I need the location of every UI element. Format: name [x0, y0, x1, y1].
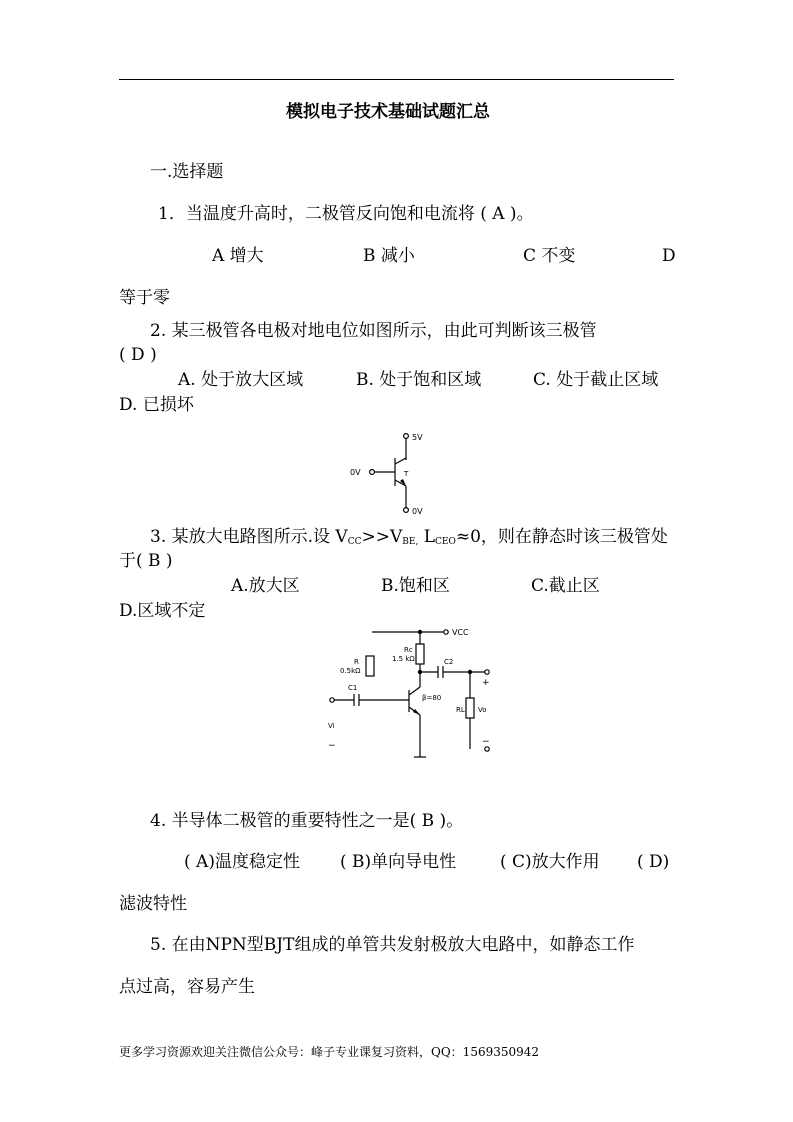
- question-4-option-a: ( A)温度稳定性: [184, 852, 300, 872]
- question-5-line1: 5. 在由NPN型BJT组成的单管共发射极放大电路中，如静态工作: [150, 935, 635, 955]
- vi-label: Vi: [328, 722, 335, 730]
- rb-value-label: 0.5kΩ: [340, 667, 361, 675]
- question-4-option-d: ( D): [637, 852, 670, 872]
- vo-label: Vo: [478, 706, 487, 714]
- question-1-option-a: A 增大: [212, 246, 264, 266]
- question-3-stem-part2: >>V: [361, 527, 403, 547]
- question-2-answer: ( D ): [119, 345, 157, 365]
- question-3-option-c: C.截止区: [531, 576, 600, 596]
- question-3-stem-part4: ≈0，则在静态时该三极管处: [455, 527, 668, 547]
- question-1-option-b: B 减小: [363, 246, 415, 266]
- rc-value-label: 1.5 kΩ: [392, 655, 415, 663]
- question-5-line2: 点过高，容易产生: [119, 977, 255, 997]
- question-3-stem: [150, 526, 668, 553]
- transistor-label: T: [404, 470, 409, 478]
- question-1-option-d: D: [662, 246, 676, 266]
- subscript-ceo: CEO: [435, 537, 456, 547]
- question-3-option-a: A.放大区: [231, 576, 300, 596]
- question-3-stem-part1: 3. 某放大电路图所示.设 V: [150, 527, 348, 547]
- transistor-diagram: [340, 428, 450, 520]
- base-terminal-label: 0V: [350, 468, 361, 477]
- amplifier-circuit-diagram: [320, 622, 510, 772]
- input-minus-label: −: [328, 741, 336, 751]
- question-4-option-b: ( B)单向导电性: [340, 852, 457, 872]
- emitter-terminal-label: 0V: [412, 507, 423, 516]
- question-2-option-a: A. 处于放大区域: [178, 370, 304, 390]
- output-minus-label: −: [482, 737, 490, 747]
- top-terminal-label: 5V: [412, 433, 423, 442]
- question-3-option-d: D.区域不定: [119, 601, 206, 621]
- subscript-cc: CC: [347, 537, 362, 547]
- question-4-option-c: ( C)放大作用: [500, 852, 600, 872]
- question-2-option-c: C. 处于截止区域: [533, 370, 659, 390]
- beta-label: β=80: [422, 694, 442, 702]
- question-3-stem-part3: L: [418, 527, 436, 547]
- rl-label: RL: [456, 706, 465, 714]
- rb-label: R: [354, 658, 359, 666]
- vcc-label: VCC: [452, 628, 469, 637]
- question-2-stem: 2. 某三极管各电极对地电位如图所示，由此可判断该三极管: [150, 321, 597, 341]
- question-2-option-d: D. 已损坏: [119, 395, 194, 415]
- question-1-stem: 1．当温度升高时，二极管反向饱和电流将 ( A )。: [158, 204, 534, 224]
- question-1-option-d-text: 等于零: [119, 288, 170, 308]
- subscript-be: BE,: [402, 537, 419, 547]
- question-1-option-c: C 不变: [523, 246, 576, 266]
- question-2-option-b: B. 处于饱和区域: [356, 370, 482, 390]
- c1-label: C1: [348, 684, 358, 692]
- document-title: 模拟电子技术基础试题汇总: [286, 102, 490, 122]
- output-plus-label: +: [482, 678, 490, 688]
- page-footer: 更多学习资源欢迎关注微信公众号：峰子专业课复习资料，QQ：1569350942: [119, 1045, 540, 1059]
- c2-label: C2: [444, 658, 454, 666]
- question-4-stem: 4. 半导体二极管的重要特性之一是( B )。: [150, 811, 464, 831]
- section-heading: 一.选择题: [150, 162, 224, 182]
- rc-label: Rc: [404, 646, 413, 654]
- header-rule: [119, 79, 674, 80]
- question-3-option-b: B.饱和区: [381, 576, 450, 596]
- question-4-option-d-text: 滤波特性: [119, 894, 187, 914]
- question-3-stem-line2: 于( B ): [119, 551, 173, 571]
